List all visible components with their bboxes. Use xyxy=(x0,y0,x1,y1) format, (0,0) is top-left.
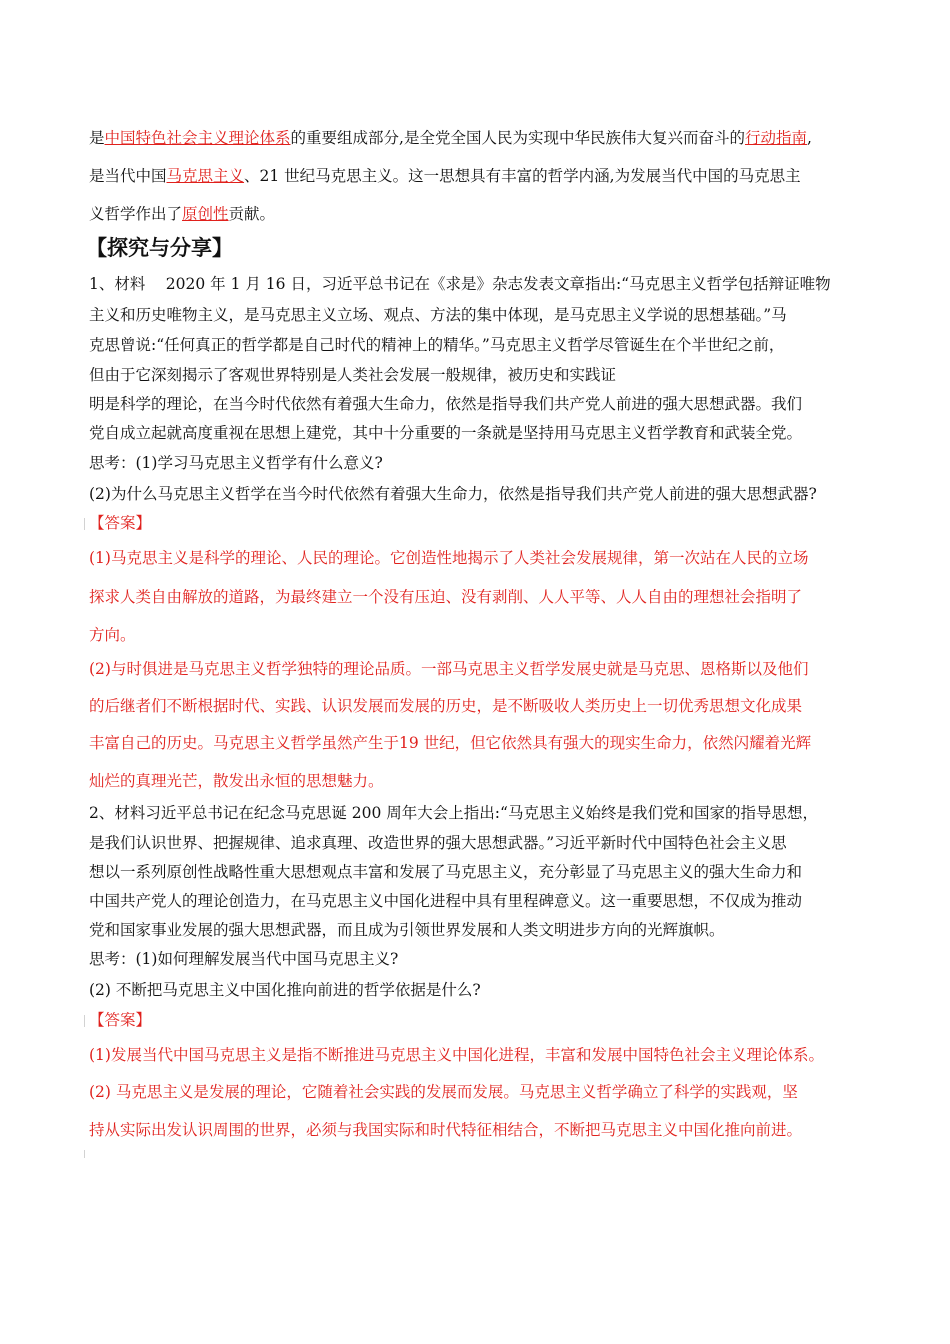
q1-think-2: (2)为什么马克思主义哲学在当今时代依然有着强大生命力，依然是指导我们共产党人前进的强大思想武器? xyxy=(89,485,817,503)
q1-answer-line: 探求人类自由解放的道路，为最终建立一个没有压迫、没有剥削、人人平等、人人自由的理想社会指明了 xyxy=(89,588,803,606)
paragraph-marker xyxy=(84,1015,85,1027)
intro-text: 贡献。 xyxy=(228,205,276,223)
keyword-theory-system: 中国特色社会主义理论体系 xyxy=(104,129,291,147)
keyword-originality: 原创性 xyxy=(182,205,229,223)
q1-answer-line: 丰富自己的历史。马克思主义哲学虽然产生于19 世纪，但它依然具有强大的现实生命力，依然闪耀着光辉 xyxy=(89,734,812,752)
q1-answer-line: (1)马克思主义是科学的理论、人民的理论。它创造性地揭示了人类社会发展规律，第一次站在人民的立场 xyxy=(89,549,809,567)
intro-text: 的重要组成部分,是全党全国人民为实现中华民族伟大复兴而奋斗的 xyxy=(290,129,745,147)
intro-text: 义哲学作出了 xyxy=(89,205,183,223)
q1-answer-line: (2)与时俱进是马克思主义哲学独特的理论品质。一部马克思主义哲学发展史就是马克思、恩格斯以及他们 xyxy=(89,660,809,678)
q2-answer-line: 持从实际出发认识周围的世界，必须与我国实际和时代特征相结合，不断把马克思主义中国化推向前进。 xyxy=(89,1121,803,1139)
q1-material-line: 明是科学的理论，在当今时代依然有着强大生命力，依然是指导我们共产党人前进的强大思想武器。我们 xyxy=(89,395,803,413)
intro-line-2 xyxy=(89,166,801,186)
intro-text: , xyxy=(806,129,812,147)
q1-material-line: 但由于它深刻揭示了客观世界特别是人类社会发展一般规律，被历史和实践证 xyxy=(89,366,617,384)
q1-answer-line: 方向。 xyxy=(89,626,136,644)
q1-answer-line: 的后继者们不断根据时代、实践、认识发展而发展的历史，是不断吸收人类历史上一切优秀思想文化成果 xyxy=(89,697,803,715)
section-heading: 【探究与分享】 xyxy=(86,236,233,260)
q2-material-line: 党和国家事业发展的强大思想武器，而且成为引领世界发展和人类文明进步方向的光辉旗帜。 xyxy=(89,921,725,939)
q1-think-1: 思考：(1)学习马克思主义哲学有什么意义? xyxy=(89,454,383,472)
q1-material-line: 1、材料 2020 年 1 月 16 日，习近平总书记在《求是》杂志发表文章指出:“马克思主义哲学包括辩证唯物 xyxy=(89,275,831,293)
paragraph-marker xyxy=(84,1150,85,1158)
intro-text: 是 xyxy=(89,129,105,147)
q2-answer-label: 【答案】 xyxy=(89,1011,152,1029)
q1-answer-label: 【答案】 xyxy=(89,514,152,532)
intro-line-1 xyxy=(89,128,812,148)
q1-material-line: 克思曾说:“任何真正的哲学都是自己时代的精神上的精华。”马克思主义哲学尽管诞生在个半世纪之前， xyxy=(89,336,785,354)
q1-material-line: 主义和历史唯物主义，是马克思主义立场、观点、方法的集中体现，是马克思主义学说的思想基础。”马 xyxy=(89,306,787,324)
intro-text: 、21 世纪马克思主义。这一思想具有丰富的哲学内涵,为发展当代中国的马克思主 xyxy=(244,167,801,185)
intro-line-3 xyxy=(89,204,275,224)
q1-material-line: 党自成立起就高度重视在思想上建党，其中十分重要的一条就是坚持用马克思主义哲学教育和武装全党。 xyxy=(89,424,803,442)
q2-material-line: 是我们认识世界、把握规律、追求真理、改造世界的强大思想武器。”习近平新时代中国特色社会主义思 xyxy=(89,834,787,852)
q2-think-2: (2) 不断把马克思主义中国化推向前进的哲学依据是什么? xyxy=(89,981,481,999)
keyword-marxism: 马克思主义 xyxy=(166,167,245,185)
intro-text: 是当代中国 xyxy=(89,167,167,185)
q2-material-line: 中国共产党人的理论创造力，在马克思主义中国化进程中具有里程碑意义。这一重要思想，不仅成为推动 xyxy=(89,892,803,910)
q2-answer-line: (2) 马克思主义是发展的理论，它随着社会实践的发展而发展。马克思主义哲学确立了科学的实践观，坚 xyxy=(89,1083,798,1101)
q2-material-line: 2、材料习近平总书记在纪念马克思诞 200 周年大会上指出:“马克思主义始终是我们党和国家的指导思想， xyxy=(89,804,818,822)
q1-answer-line: 灿烂的真理光芒，散发出永恒的思想魅力。 xyxy=(89,772,384,790)
q2-answer-line: (1)发展当代中国马克思主义是指不断推进马克思主义中国化进程，丰富和发展中国特色社会主义理论体系。 xyxy=(89,1046,824,1064)
paragraph-marker xyxy=(84,518,85,530)
q2-material-line: 想以一系列原创性战略性重大思想观点丰富和发展了马克思主义，充分彰显了马克思主义的强大生命力和 xyxy=(89,863,803,881)
q2-think-1: 思考：(1)如何理解发展当代中国马克思主义? xyxy=(89,950,399,968)
keyword-action-guide: 行动指南 xyxy=(744,129,807,147)
